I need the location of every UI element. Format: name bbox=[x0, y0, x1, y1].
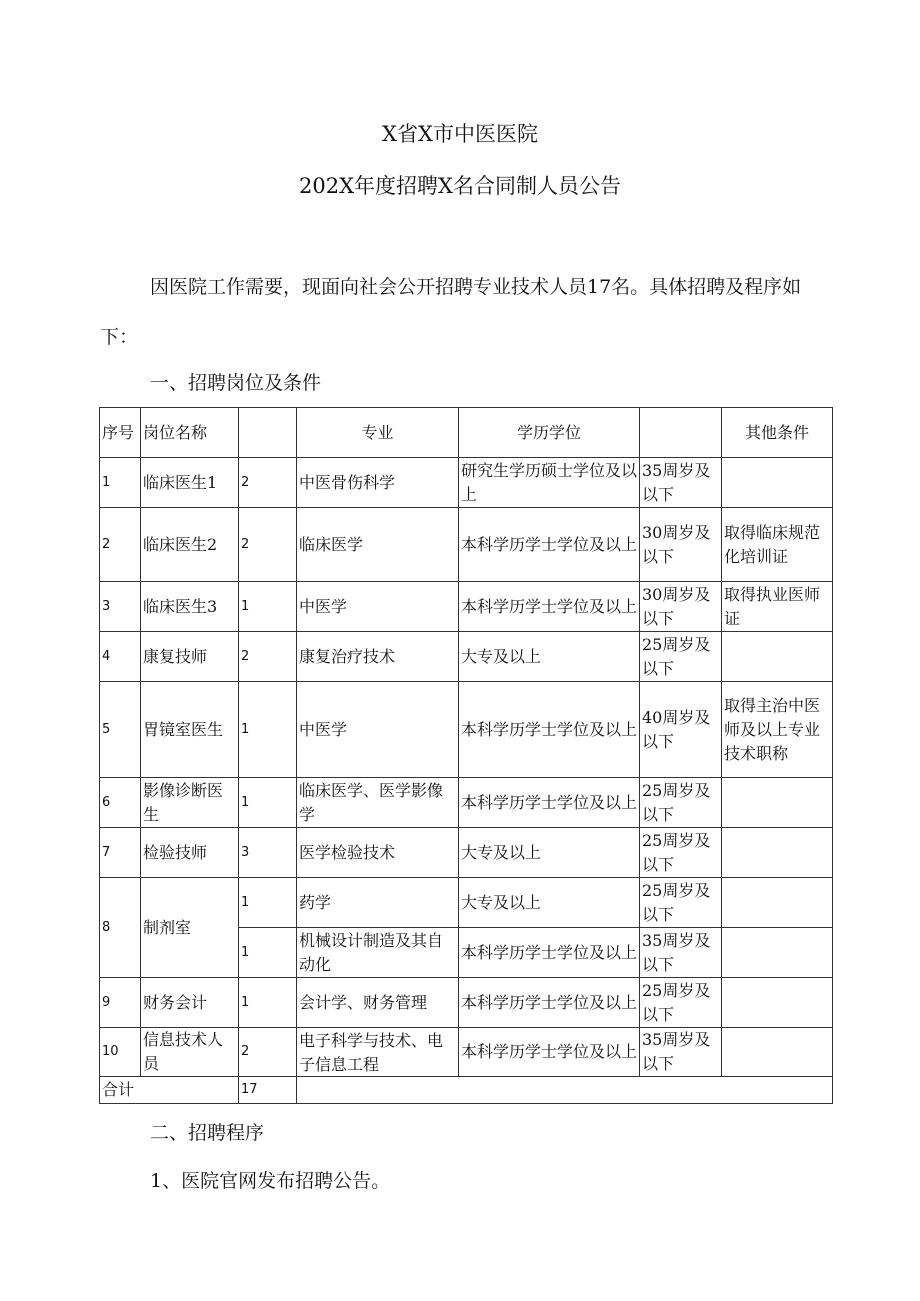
cell-education: 大专及以上 bbox=[459, 632, 640, 682]
table-row bbox=[100, 508, 833, 582]
header-other: 其他条件 bbox=[722, 408, 833, 458]
cell-other bbox=[722, 978, 833, 1028]
table-row bbox=[100, 458, 833, 508]
header-age bbox=[640, 408, 722, 458]
cell-age: 25周岁及以下 bbox=[640, 828, 722, 878]
table-row bbox=[100, 878, 833, 928]
total-count: 17 bbox=[239, 1077, 297, 1104]
cell-count: 3 bbox=[239, 828, 297, 878]
cell-other bbox=[722, 1028, 833, 1077]
cell-count: 2 bbox=[239, 458, 297, 508]
cell-other bbox=[722, 458, 833, 508]
section-heading-positions: 一、招聘岗位及条件 bbox=[150, 372, 322, 394]
header-education: 学历学位 bbox=[459, 408, 640, 458]
cell-major: 中医骨伤科学 bbox=[297, 458, 459, 508]
cell-no: 10 bbox=[100, 1028, 141, 1077]
cell-age: 35周岁及以下 bbox=[640, 458, 722, 508]
cell-education: 大专及以上 bbox=[459, 828, 640, 878]
cell-other bbox=[722, 878, 833, 928]
table-row bbox=[100, 978, 833, 1028]
table-row bbox=[100, 1028, 833, 1077]
cell-count: 2 bbox=[239, 508, 297, 582]
cell-position: 临床医生1 bbox=[141, 458, 239, 508]
header-count bbox=[239, 408, 297, 458]
cell-age: 25周岁及以下 bbox=[640, 632, 722, 682]
cell-age: 25周岁及以下 bbox=[640, 778, 722, 828]
total-label: 合计 bbox=[100, 1077, 239, 1104]
header-position: 岗位名称 bbox=[141, 408, 239, 458]
cell-position: 胃镜室医生 bbox=[141, 682, 239, 778]
cell-no: 8 bbox=[100, 878, 141, 978]
cell-other: 取得临床规范化培训证 bbox=[722, 508, 833, 582]
table-row bbox=[100, 828, 833, 878]
cell-position: 康复技师 bbox=[141, 632, 239, 682]
cell-major: 临床医学 bbox=[297, 508, 459, 582]
cell-position: 检验技师 bbox=[141, 828, 239, 878]
cell-other bbox=[722, 928, 833, 978]
header-no: 序号 bbox=[100, 408, 141, 458]
cell-education: 本科学历学士学位及以上 bbox=[461, 1042, 637, 1061]
cell-no: 5 bbox=[100, 682, 141, 778]
cell-education: 大专及以上 bbox=[459, 878, 640, 928]
cell-count: 1 bbox=[239, 978, 297, 1028]
cell-major: 临床医学、医学影像学 bbox=[297, 778, 459, 828]
document-title: X省X市中医医院 bbox=[382, 122, 538, 146]
cell-age: 35周岁及以下 bbox=[640, 1028, 722, 1077]
cell-major: 药学 bbox=[297, 878, 459, 928]
cell-age: 25周岁及以下 bbox=[640, 878, 722, 928]
cell-no: 1 bbox=[100, 458, 141, 508]
table-row bbox=[100, 778, 833, 828]
table-row bbox=[100, 682, 833, 778]
cell-no: 6 bbox=[100, 778, 141, 828]
cell-major: 电子科学与技术、电子信息工程 bbox=[299, 1031, 444, 1074]
cell-no: 3 bbox=[100, 582, 141, 632]
document-subtitle: 202X年度招聘X名合同制人员公告 bbox=[299, 174, 621, 198]
cell-position: 临床医生2 bbox=[141, 508, 239, 582]
cell-education: 本科学历学士学位及以上 bbox=[459, 682, 640, 778]
cell-education: 本科学历学士学位及以上 bbox=[461, 792, 637, 812]
cell-count: 1 bbox=[239, 928, 297, 978]
cell-position: 影像诊断医生 bbox=[141, 778, 239, 828]
cell-age: 35周岁及以下 bbox=[640, 928, 722, 978]
cell-major: 医学检验技术 bbox=[297, 828, 459, 878]
cell-other bbox=[722, 632, 833, 682]
cell-no: 2 bbox=[100, 508, 141, 582]
total-row bbox=[100, 1077, 833, 1104]
table-row bbox=[100, 582, 833, 632]
cell-age: 25周岁及以下 bbox=[640, 978, 722, 1028]
cell-count: 2 bbox=[239, 1028, 297, 1077]
table-row bbox=[100, 632, 833, 682]
cell-major: 会计学、财务管理 bbox=[297, 978, 459, 1028]
header-major: 专业 bbox=[297, 408, 459, 458]
cell-no: 9 bbox=[100, 978, 141, 1028]
cell-education: 本科学历学士学位及以上 bbox=[461, 596, 637, 616]
cell-age: 30周岁及以下 bbox=[640, 582, 722, 632]
cell-other bbox=[722, 828, 833, 878]
cell-other: 取得主治中医师及以上专业技术职称 bbox=[722, 682, 833, 778]
cell-education: 本科学历学士学位及以上 bbox=[461, 942, 637, 962]
cell-major: 机械设计制造及其自动化 bbox=[297, 928, 459, 978]
cell-position: 信息技术人员 bbox=[141, 1028, 239, 1077]
cell-major: 康复治疗技术 bbox=[297, 632, 459, 682]
cell-age: 40周岁及以下 bbox=[640, 682, 722, 778]
cell-major: 中医学 bbox=[297, 682, 459, 778]
recruitment-table bbox=[99, 407, 833, 1104]
cell-education: 研究生学历硕士学位及以上 bbox=[459, 458, 640, 508]
cell-count: 1 bbox=[239, 778, 297, 828]
cell-major: 中医学 bbox=[297, 582, 459, 632]
cell-count: 1 bbox=[239, 682, 297, 778]
cell-count: 1 bbox=[239, 582, 297, 632]
cell-education: 本科学历学士学位及以上 bbox=[459, 508, 640, 582]
cell-no: 4 bbox=[100, 632, 141, 682]
cell-count: 1 bbox=[239, 878, 297, 928]
cell-age: 30周岁及以下 bbox=[640, 508, 722, 582]
intro-paragraph: 因医院工作需要，现面向社会公开招聘专业技术人员17名。具体招聘及程序如下： bbox=[100, 276, 802, 348]
cell-position: 临床医生3 bbox=[141, 582, 239, 632]
procedure-step-1: 1、医院官网发布招聘公告。 bbox=[150, 1170, 391, 1192]
cell-position: 制剂室 bbox=[141, 878, 239, 978]
total-empty bbox=[297, 1077, 833, 1104]
cell-no: 7 bbox=[100, 828, 141, 878]
cell-education: 本科学历学士学位及以上 bbox=[459, 978, 640, 1028]
cell-position: 财务会计 bbox=[141, 978, 239, 1028]
cell-other bbox=[722, 778, 833, 828]
cell-count: 2 bbox=[239, 632, 297, 682]
section-heading-procedure: 二、招聘程序 bbox=[150, 1122, 265, 1144]
cell-other: 取得执业医师证 bbox=[722, 582, 833, 632]
